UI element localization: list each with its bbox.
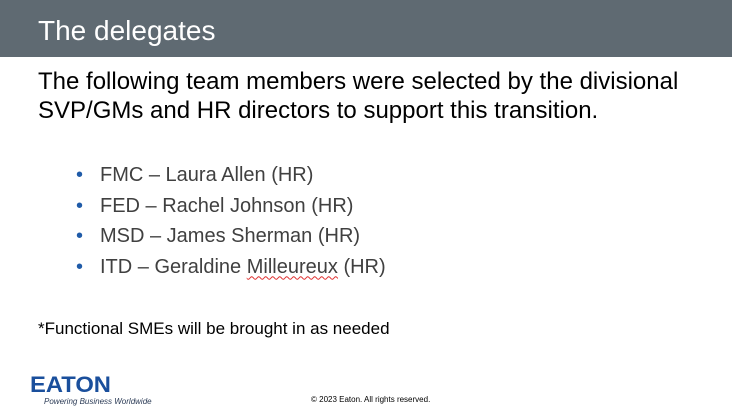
intro-paragraph[interactable]: The following team members were selected by the divisional SVP/GMs and HR directors to support this transition. bbox=[38, 68, 679, 124]
list-item[interactable] bbox=[76, 193, 386, 224]
list-item-text-suffix: (HR) bbox=[337, 255, 386, 278]
list-item-text: FMC – Laura Allen (HR) bbox=[100, 164, 314, 186]
list-item-text: ITD – Geraldine bbox=[100, 255, 247, 278]
delegate-list bbox=[76, 162, 386, 284]
bullet-icon: • bbox=[76, 255, 84, 278]
bullet-icon: • bbox=[76, 164, 84, 186]
slide-title[interactable]: The delegates bbox=[38, 15, 216, 46]
bullet-icon: • bbox=[76, 225, 84, 247]
list-item-text: FED – Rachel Johnson (HR) bbox=[100, 194, 354, 217]
logo-wordmark: EATON bbox=[30, 372, 111, 397]
footnote[interactable]: *Functional SMEs will be brought in as needed bbox=[38, 319, 390, 338]
title-bar bbox=[0, 0, 732, 57]
list-item[interactable] bbox=[76, 223, 386, 254]
copyright-notice: © 2023 Eaton. All rights reserved. bbox=[311, 395, 431, 404]
logo-tagline: Powering Business Worldwide bbox=[44, 397, 152, 406]
eaton-logo bbox=[30, 372, 152, 408]
list-item[interactable] bbox=[76, 254, 386, 285]
spellcheck-flagged-word[interactable]: Milleureux bbox=[246, 255, 338, 278]
list-item[interactable] bbox=[76, 162, 386, 193]
list-item-text: MSD – James Sherman (HR) bbox=[100, 225, 361, 247]
bullet-icon: • bbox=[76, 194, 84, 217]
